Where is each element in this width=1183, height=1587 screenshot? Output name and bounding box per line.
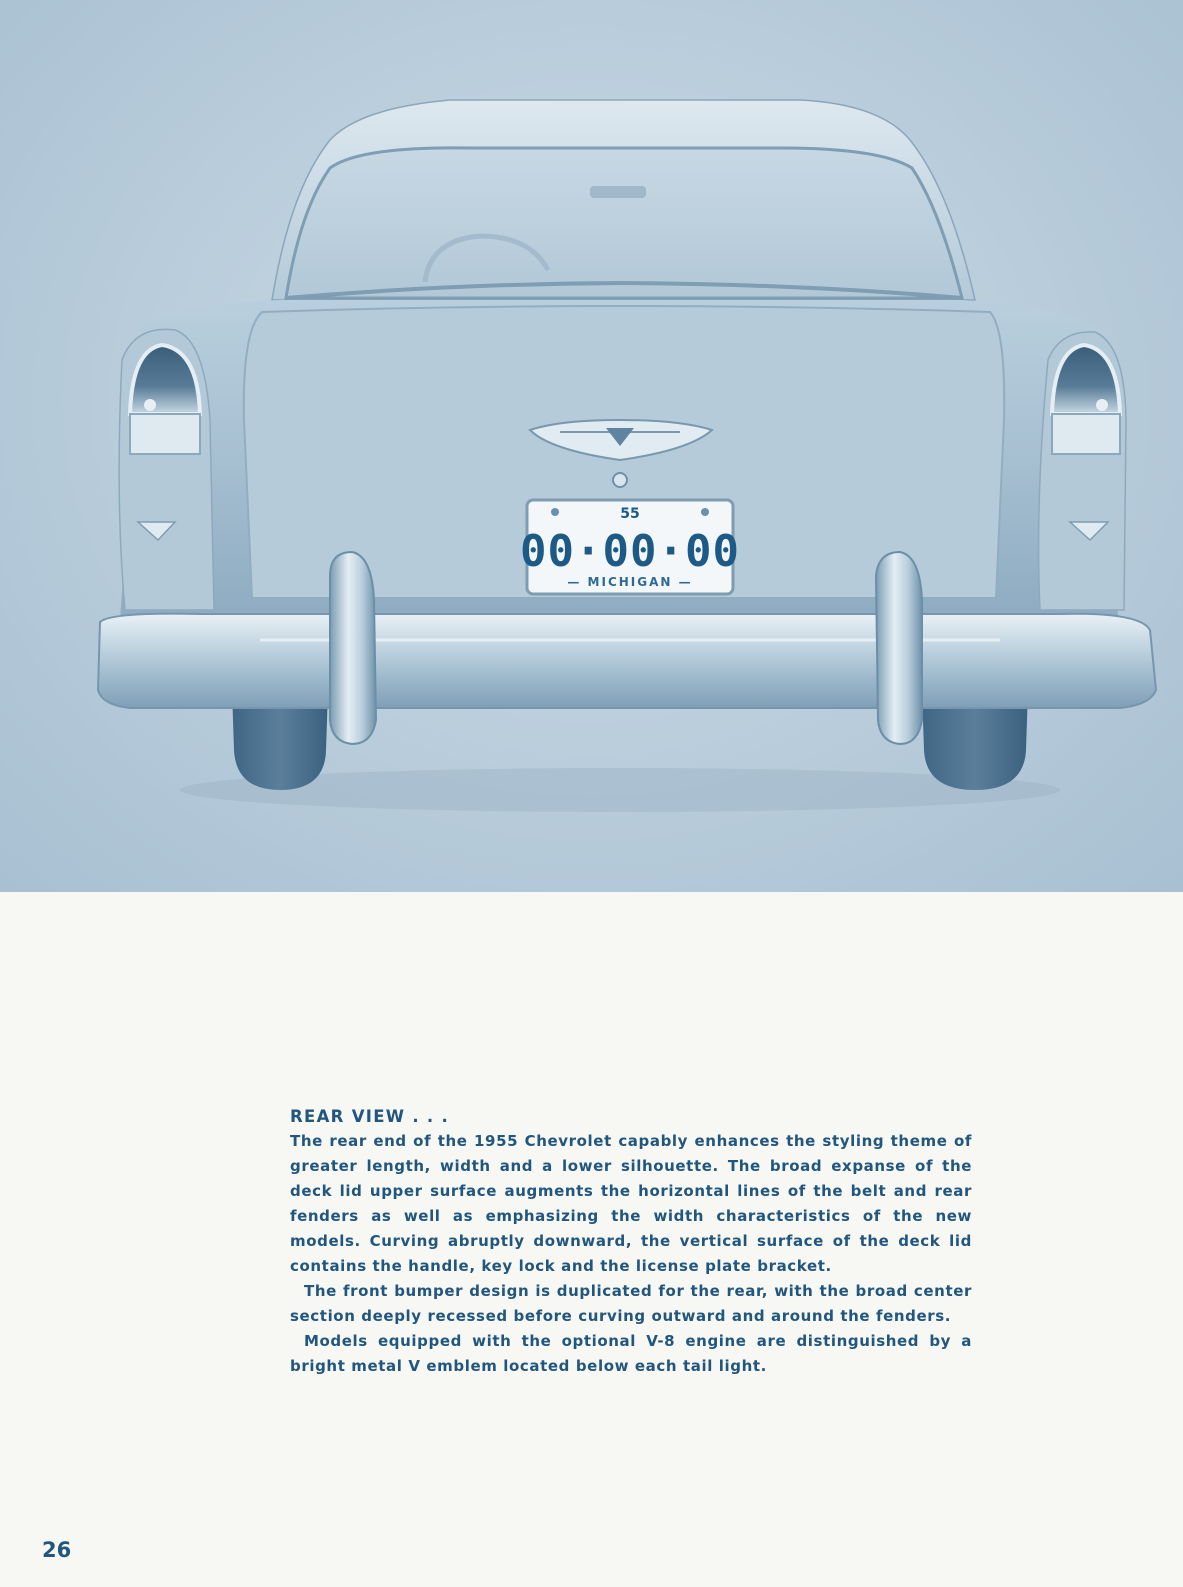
key-lock (613, 473, 627, 487)
article-paragraph-3: Models equipped with the optional V-8 engine are distinguished by a bright metal V emblem located below each tail light. (290, 1332, 972, 1375)
rear-window (286, 148, 962, 298)
right-bumper-guard (876, 552, 922, 744)
rearview-mirror (590, 186, 646, 198)
license-plate (520, 500, 740, 594)
article-heading: REAR VIEW . . . (290, 1107, 450, 1126)
article-paragraph-1: The rear end of the 1955 Chevrolet capably enhances the styling theme of greater length, width and a lower silhouette. The broad expanse of the deck lid upper surface augments the horizontal lines of the belt and rear fenders as well as emphasizing the width characteristics of the new models. Curving abruptly downward, the vertical surface of the deck lid contains the handle, key lock and the license plate bracket. (290, 1132, 972, 1275)
article (290, 1104, 972, 1379)
article-paragraph-2: The front bumper design is duplicated for the rear, with the broad center section deeply recessed before curving outward and around the fenders. (290, 1282, 972, 1325)
plate-number: 00·00·00 (520, 526, 740, 577)
plate-state: — MICHIGAN — (567, 575, 693, 589)
rear-bumper (98, 614, 1156, 708)
left-bumper-guard (330, 552, 376, 744)
page-number: 26 (42, 1538, 72, 1562)
plate-year: 55 (620, 506, 640, 522)
